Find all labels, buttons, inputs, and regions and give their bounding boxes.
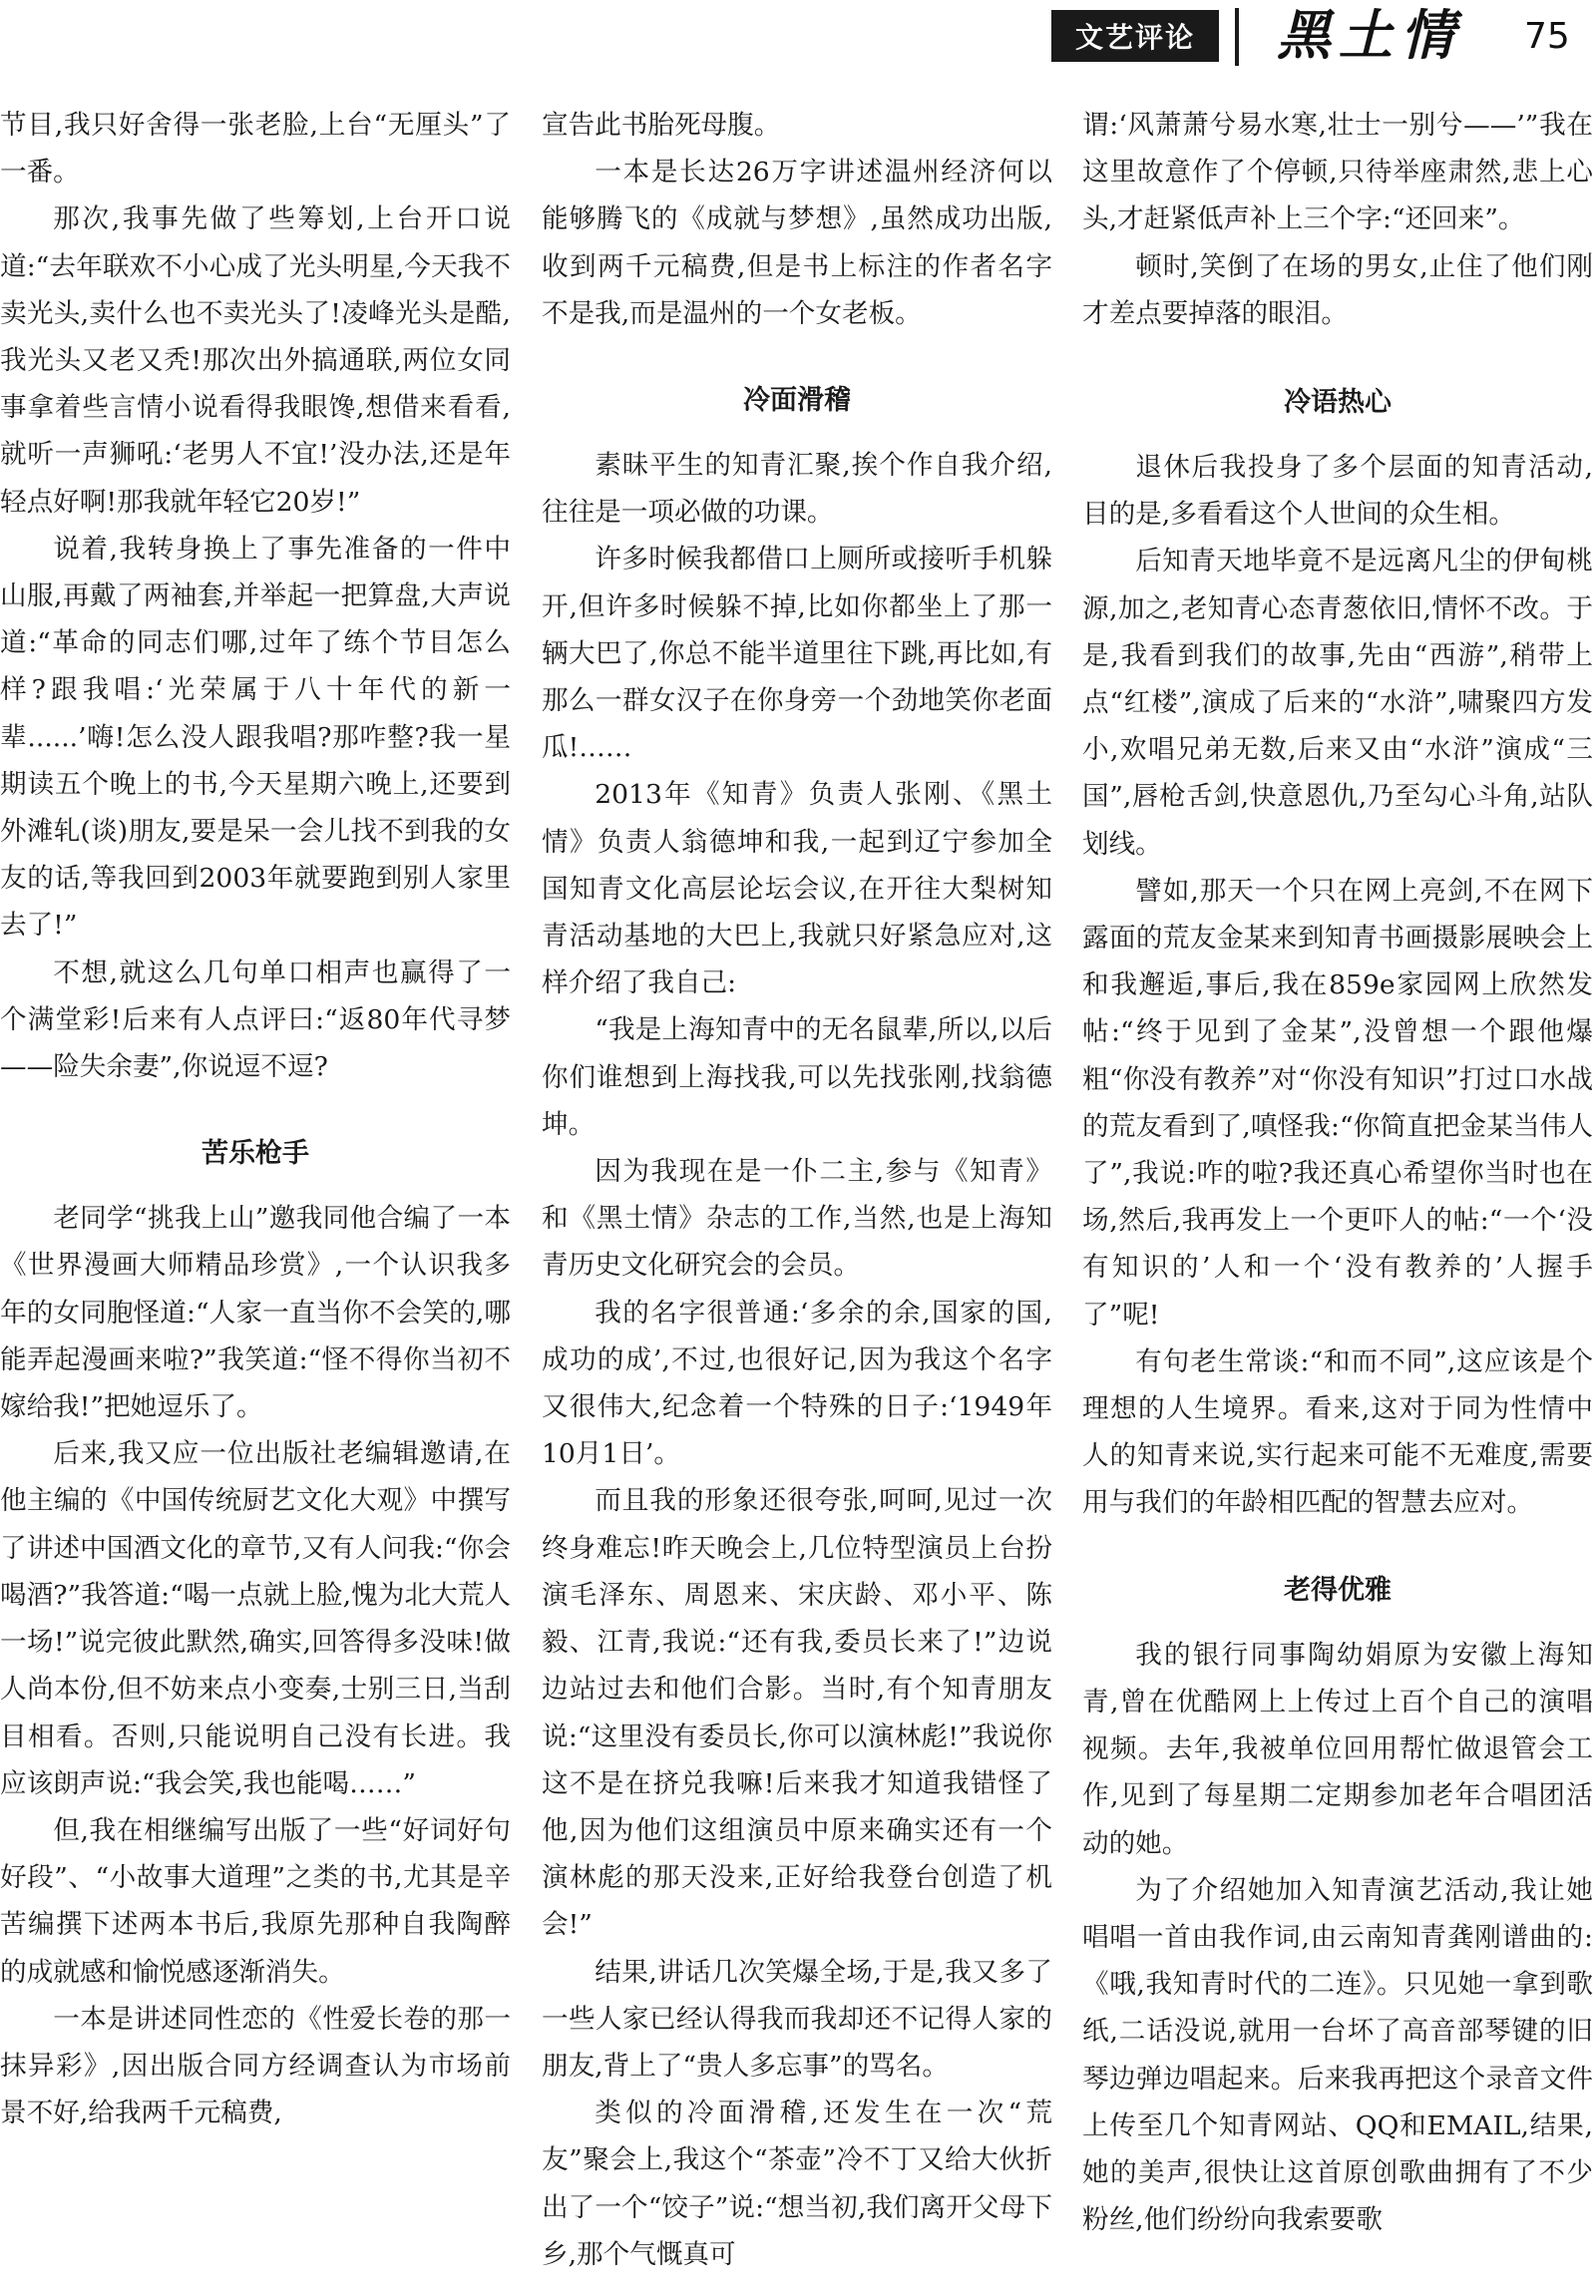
- paragraph: “我是上海知青中的无名鼠辈,所以,以后你们谁想到上海找我,可以先找张刚,找翁德坤。: [542, 1014, 1052, 1140]
- paragraph: 节目,我只好舍得一张老脸,上台“无厘头”了一番。: [0, 110, 511, 189]
- paragraph: 结果,讲话几次笑爆全场,于是,我又多了一些人家已经认得我而我却还不记得人家的朋友,背上了“贵人多忘事”的骂名。: [542, 1956, 1052, 2082]
- section-heading: 冷语热心: [1284, 387, 1392, 419]
- paragraph: 顿时,笑倒了在场的男女,止住了他们刚才差点要掉落的眼泪。: [1082, 250, 1593, 329]
- paragraph: 类似的冷面滑稽,还发生在一次“荒友”聚会上,我这个“茶壶”冷不丁又给大伙折出了一个“饺子”说:“想当初,我们离开父母下乡,那个气慨真可: [542, 2098, 1052, 2270]
- paragraph: 退休后我投身了多个层面的知青活动,目的是,多看看这个人世间的众生相。: [1082, 452, 1593, 531]
- paragraph: 老同学“挑我上山”邀我同他合编了一本《世界漫画大师精品珍赏》,一个认识我多年的女同胞怪道:“人家一直当你不会笑的,哪能弄起漫画来啦?”我笑道:“怪不得你当初不嫁给我!”把她逗乐了。: [0, 1203, 511, 1423]
- paragraph: 一本是讲述同性恋的《性爱长卷的那一抹异彩》,因出版合同方经调查认为市场前景不好,给我两千元稿费,: [0, 2003, 511, 2129]
- article-column-1: [0, 102, 511, 2294]
- paragraph: 说着,我转身换上了事先准备的一件中山服,再戴了两袖套,并举起一把算盘,大声说道:“革命的同志们哪,过年了练个节目怎么样?跟我唱:‘光荣属于八十年代的新一辈......’嗨!怎么没人跟我唱?那咋整?我一星期读五个晚上的书,今天星期六晚上,还要到外滩轧(谈)朋友,要是呆一会儿找不到我的女友的话,等我回到2003年就要跑到别人家里去了!”: [0, 533, 511, 942]
- paragraph: 因为我现在是一仆二主,参与《知青》和《黑土情》杂志的工作,当然,也是上海知青历史文化研究会的会员。: [542, 1156, 1052, 1282]
- page-number: 75: [1524, 16, 1570, 57]
- paragraph: 后知青天地毕竟不是远离凡尘的伊甸桃源,加之,老知青心态青葱依旧,情怀不改。于是,我看到我们的故事,先由“西游”,稍带上点“红楼”,演成了后来的“水浒”,啸聚四方发小,欢唱兄弟无数,后来又由“水浒”演成“三国”,唇枪舌剑,快意恩仇,乃至勾心斗角,站队划线。: [1082, 546, 1593, 860]
- paragraph: 但,我在相继编写出版了一些“好词好句好段”、“小故事大道理”之类的书,尤其是辛苦编撰下述两本书后,我原先那种自我陶醉的成就感和愉悦感逐渐消失。: [0, 1814, 511, 1988]
- paragraph: 有句老生常谈:“和而不同”,这应该是个理想的人生境界。看来,这对于同为性情中人的知青来说,实行起来可能不无难度,需要用与我们的年龄相匹配的智慧去应对。: [1082, 1345, 1593, 1519]
- section-label: 文艺评论: [1051, 10, 1219, 62]
- paragraph: 2013年《知青》负责人张刚、《黑土情》负责人翁德坤和我,一起到辽宁参加全国知青文化高层论坛会议,在开往大梨树知青活动基地的大巴上,我就只好紧急应对,这样介绍了我自己:: [542, 779, 1052, 999]
- paragraph: 我的名字很普通:‘多余的余,国家的国,成功的成’,不过,也很好记,因为我这个名字又很伟大,纪念着一个特殊的日子:‘1949年10月1日’。: [542, 1297, 1052, 1470]
- header-divider: [1235, 8, 1239, 66]
- paragraph: 后来,我又应一位出版社老编辑邀请,在他主编的《中国传统厨艺文化大观》中撰写了讲述中国酒文化的章节,又有人问我:“你会喝酒?”我答道:“喝一点就上脸,愧为北大荒人一场!”说完彼此默然,确实,回答得多没味!做人尚本份,但不妨来点小变奏,士别三日,当刮目相看。否则,只能说明自己没有长进。我应该朗声说:“我会笑,我也能喝……”: [0, 1438, 511, 1799]
- magazine-logo: 黑土情: [1277, 3, 1462, 67]
- paragraph: 素昧平生的知青汇聚,挨个作自我介绍,往往是一项必做的功课。: [542, 450, 1052, 529]
- paragraph: 而且我的形象还很夸张,呵呵,见过一次终身难忘!昨天晚会上,几位特型演员上台扮演毛泽东、周恩来、宋庆龄、邓小平、陈毅、江青,我说:“还有我,委员长来了!”边说边站过去和他们合影。当时,有个知青朋友说:“这里没有委员长,你可以演林彪!”我说你这不是在挤兑我嘛!后来我才知道我错怪了他,因为他们这组演员中原来确实还有一个演林彪的那天没来,正好给我登台创造了机会!”: [542, 1485, 1052, 1941]
- paragraph: 谓:‘风萧萧兮易水寒,壮士一别兮——’”我在这里故意作了个停顿,只待举座肃然,悲上心头,才赶紧低声补上三个字:“还回来”。: [1082, 110, 1593, 235]
- paragraph: 譬如,那天一个只在网上亮剑,不在网下露面的荒友金某来到知青书画摄影展映会上和我邂逅,事后,我在859e家园网上欣然发帖:“终于见到了金某”,没曾想一个跟他爆粗“你没有教养”对“你没有知识”打过口水战的荒友看到了,嗔怪我:“你简直把金某当伟人了”,我说:咋的啦?我还真心希望你当时也在场,然后,我再发上一个更吓人的帖:“一个‘没有知识的’人和一个‘没有教养的’人握手了”呢!: [1082, 875, 1593, 1331]
- paragraph: 为了介绍她加入知青演艺活动,我让她唱唱一首由我作词,由云南知青龚刚谱曲的:《哦,我知青时代的二连》。只见她一拿到歌纸,二话没说,就用一台坏了高音部琴键的旧琴边弹边唱起来。后来我再把这个录音文件上传至几个知青网站、QQ和EMAIL,结果,她的美声,很快让这首原创歌曲拥有了不少粉丝,他们纷纷向我索要歌: [1082, 1874, 1593, 2236]
- section-heading: 冷面滑稽: [743, 385, 851, 417]
- section-heading: 老得优雅: [1284, 1574, 1392, 1606]
- article-column-3: [1082, 102, 1593, 2294]
- paragraph: 宣告此书胎死母腹。: [542, 110, 781, 141]
- article-column-2: [542, 102, 1052, 2294]
- section-heading: 苦乐枪手: [201, 1138, 309, 1170]
- paragraph: 许多时候我都借口上厕所或接听手机躲开,但许多时候躲不掉,比如你都坐上了那一辆大巴了,你总不能半道里往下跳,再比如,有那么一群女汉子在你身旁一个劲地笑你老面瓜!……: [542, 544, 1052, 764]
- paragraph: 我的银行同事陶幼娟原为安徽上海知青,曾在优酷网上上传过上百个自己的演唱视频。去年,我被单位回用帮忙做退管会工作,见到了每星期二定期参加老年合唱团活动的她。: [1082, 1639, 1593, 1859]
- paragraph: 不想,就这么几句单口相声也赢得了一个满堂彩!后来有人点评曰:“返80年代寻梦——险失余妻”,你说逗不逗?: [0, 957, 511, 1083]
- paragraph: 那次,我事先做了些筹划,上台开口说道:“去年联欢不小心成了光头明星,今天我不卖光头,卖什么也不卖光头了!凌峰光头是酷,我光头又老又秃!那次出外搞通联,两位女同事拿着些言情小说看得我眼馋,想借来看看,就听一声狮吼:‘老男人不宜!’没办法,还是年轻点好啊!那我就年轻它20岁!”: [0, 203, 511, 518]
- paragraph: 一本是长达26万字讲述温州经济何以能够腾飞的《成就与梦想》,虽然成功出版,收到两千元稿费,但是书上标注的作者名字不是我,而是温州的一个女老板。: [542, 157, 1052, 329]
- page-header: [0, 0, 1596, 80]
